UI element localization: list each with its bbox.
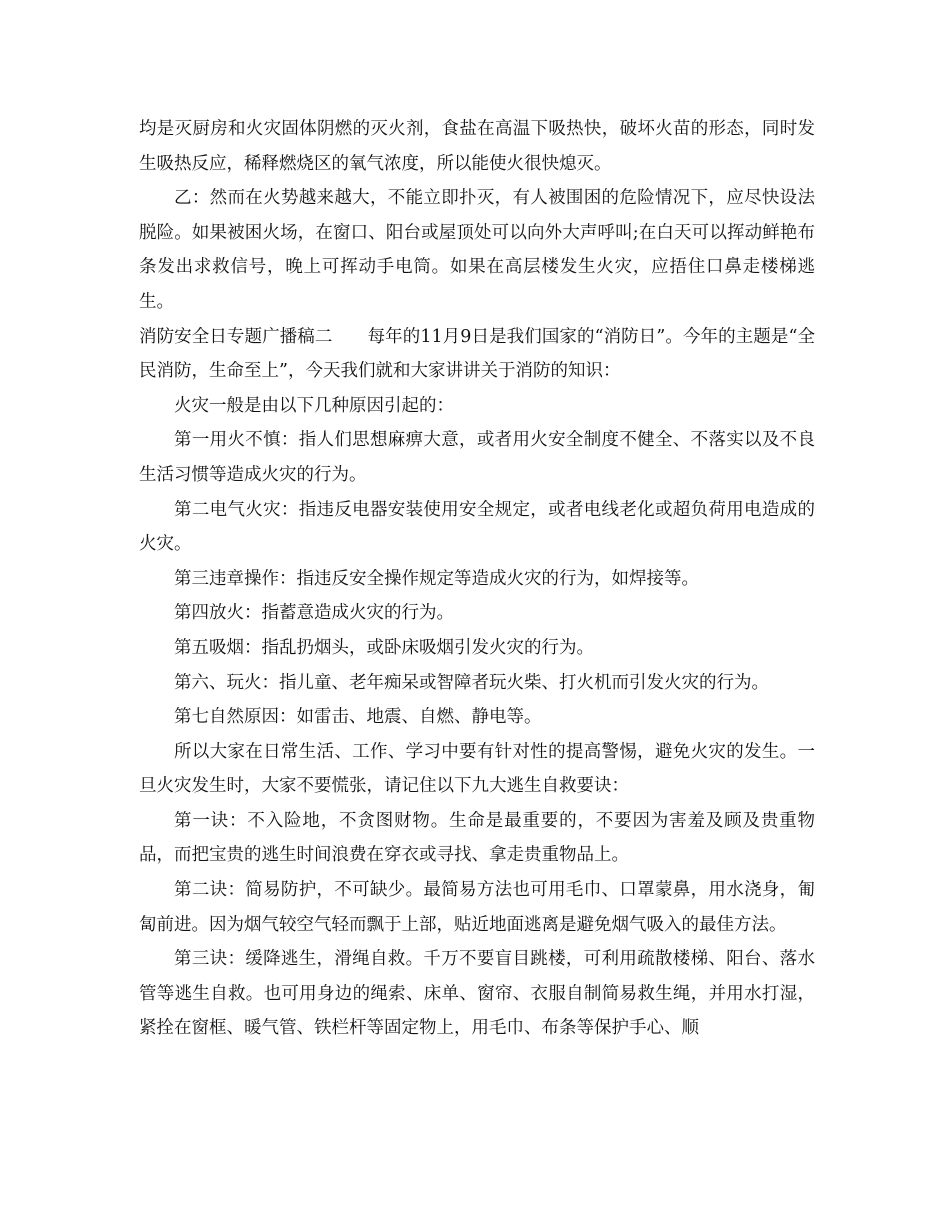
paragraph-2: 乙：然而在火势越来越大，不能立即扑灭，有人被围困的危险情况下，应尽快设法脱险。如果被困火场，在窗口、阳台或屋顶处可以向外大声呼叫;在白天可以挥动鲜艳布条发出求救信号，晚上可挥动手电筒。如果在高层楼发生火灾，应捂住口鼻走楼梯逃生。	[139, 188, 815, 312]
paragraph-7: 第三违章操作：指违反安全操作规定等造成火灾的行为，如焊接等。	[174, 568, 699, 589]
paragraph-6: 第二电气火灾：指违反电器安装使用安全规定，或者电线老化或超负荷用电造成的火灾。	[139, 499, 815, 555]
paragraph-11: 第七自然原因：如雷击、地震、自燃、静电等。	[174, 707, 542, 728]
paragraph-12: 所以大家在日常生活、工作、学习中要有针对性的提高警惕，避免火灾的发生。一旦火灾发生时，大家不要慌张，请记住以下九大逃生自救要诀：	[139, 741, 815, 797]
paragraph-1: 均是灭厨房和火灾固体阴燃的灭火剂，食盐在高温下吸热快，破坏火苗的形态，同时发生吸热反应，稀释燃烧区的氧气浓度，所以能使火很快熄灭。	[139, 119, 815, 174]
paragraph-8: 第四放火：指蓄意造成火灾的行为。	[174, 603, 454, 624]
paragraph-5: 第一用火不慎：指人们思想麻痹大意，或者用火安全制度不健全、不落实以及不良生活习惯等造成火灾的行为。	[139, 430, 815, 485]
paragraph-10: 第六、玩火：指儿童、老年痴呆或智障者玩火柴、打火机而引发火灾的行为。	[174, 672, 769, 693]
paragraph-4: 火灾一般是由以下几种原因引起的：	[174, 395, 454, 416]
paragraph-3: 消防安全日专题广播稿二 每年的11月9日是我们国家的“消防日”。今年的主题是“全民消防，生命至上”，今天我们就和大家讲讲关于消防的知识：	[139, 326, 815, 382]
document-page	[139, 112, 815, 1046]
paragraph-14: 第二诀：简易防护，不可缺少。最简易方法也可用毛巾、口罩蒙鼻，用水浇身，匍匐前进。因为烟气较空气轻而飘于上部，贴近地面逃离是避免烟气吸入的最佳方法。	[139, 880, 815, 935]
paragraph-13: 第一诀：不入险地，不贪图财物。生命是最重要的，不要因为害羞及顾及贵重物品，而把宝贵的逃生时间浪费在穿衣或寻找、拿走贵重物品上。	[139, 810, 815, 866]
paragraph-9: 第五吸烟：指乱扔烟头，或卧床吸烟引发火灾的行为。	[174, 637, 594, 658]
paragraph-15: 第三诀：缓降逃生，滑绳自救。千万不要盲目跳楼，可利用疏散楼梯、阳台、落水管等逃生自救。也可用身边的绳索、床单、窗帘、衣服自制简易救生绳，并用水打湿，紧拴在窗框、暖气管、铁栏杆等固定物上，用毛巾、布条等保护手心、顺	[139, 949, 815, 1039]
